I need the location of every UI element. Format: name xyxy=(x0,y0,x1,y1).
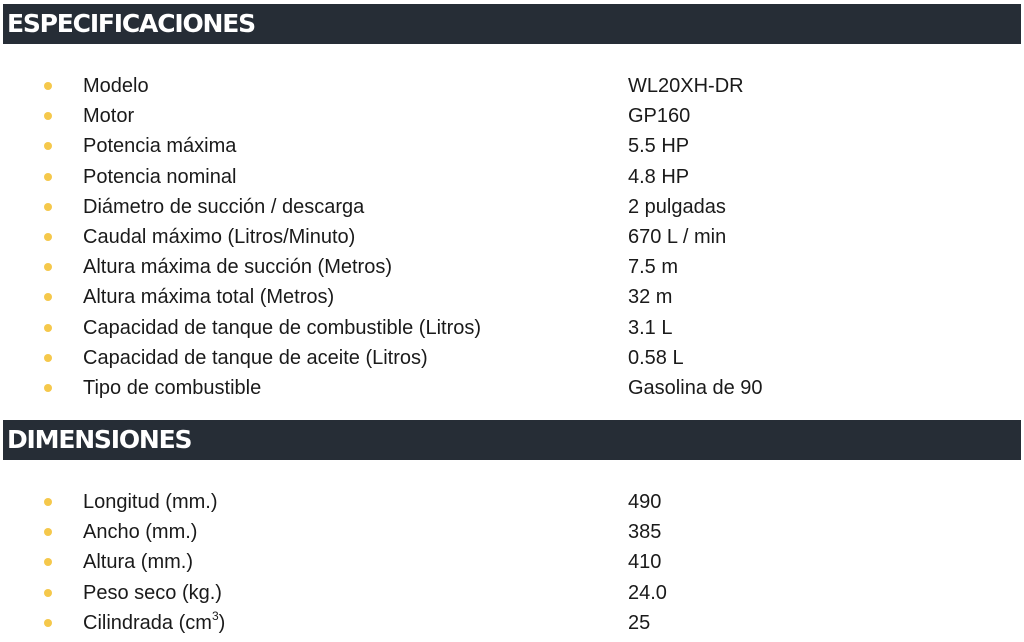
spec-label: Diámetro de succión / descarga xyxy=(83,195,365,218)
spec-row-tipo-combustible xyxy=(0,373,1024,403)
bullet-dot-icon xyxy=(44,619,52,627)
dim-row-cilindrada xyxy=(0,608,1024,638)
dim-row-peso-seco xyxy=(0,578,1024,608)
dimensions-title: DIMENSIONES xyxy=(7,425,192,454)
spec-label: Potencia máxima xyxy=(83,135,237,158)
spec-label: Capacidad de tanque de combustible (Litros) xyxy=(83,316,482,339)
bullet-dot-icon xyxy=(44,498,52,506)
spec-row-tanque-aceite xyxy=(0,343,1024,373)
spec-value: 0.58 L xyxy=(628,346,684,369)
dim-row-ancho xyxy=(0,517,1024,547)
spec-label: Motor xyxy=(83,105,135,128)
spec-label: Altura (mm.) xyxy=(83,551,193,574)
bullet-dot-icon xyxy=(44,203,52,211)
spec-label-text: Cilindrada (cm xyxy=(83,611,212,634)
spec-value: GP160 xyxy=(628,105,691,128)
spec-row-diametro xyxy=(0,192,1024,222)
spec-label-suffix: ) xyxy=(218,611,226,634)
spec-label: Longitud (mm.) xyxy=(83,491,218,513)
spec-label: Caudal máximo (Litros/Minuto) xyxy=(83,225,356,248)
bullet-dot-icon xyxy=(44,263,52,271)
spec-label: Modelo xyxy=(83,75,149,97)
dimensions-list xyxy=(0,487,1024,638)
spec-label: Capacidad de tanque de aceite (Litros) xyxy=(83,346,428,369)
spec-value: 5.5 HP xyxy=(628,135,690,158)
bullet-dot-icon xyxy=(44,558,52,566)
spec-row-altura-succion xyxy=(0,252,1024,282)
spec-label: Altura máxima total (Metros) xyxy=(83,286,335,309)
bullet-dot-icon xyxy=(44,173,52,181)
dim-row-altura xyxy=(0,547,1024,577)
spec-value: 2 pulgadas xyxy=(628,195,726,218)
specifications-list xyxy=(0,71,1024,403)
bullet-dot-icon xyxy=(44,324,52,332)
spec-row-caudal xyxy=(0,222,1024,252)
spec-value: 490 xyxy=(628,491,662,513)
spec-value: 385 xyxy=(628,521,662,544)
bullet-dot-icon xyxy=(44,293,52,301)
spec-value: 410 xyxy=(628,551,662,574)
bullet-dot-icon xyxy=(44,233,52,241)
bullet-dot-icon xyxy=(44,528,52,536)
spec-value: 3.1 L xyxy=(628,316,673,339)
bullet-dot-icon xyxy=(44,354,52,362)
spec-label: Ancho (mm.) xyxy=(83,521,198,544)
spec-row-tanque-combustible xyxy=(0,313,1024,343)
spec-value: WL20XH-DR xyxy=(628,75,744,97)
superscript-exponent: 3 xyxy=(211,609,219,624)
bullet-dot-icon xyxy=(44,112,52,120)
spec-label: Altura máxima de succión (Metros) xyxy=(83,256,392,279)
bullet-dot-icon xyxy=(44,82,52,90)
spec-label xyxy=(83,608,225,638)
bullet-dot-icon xyxy=(44,142,52,150)
spec-value: 7.5 m xyxy=(628,256,679,279)
spec-row-potencia-nominal xyxy=(0,162,1024,192)
spec-row-potencia-maxima xyxy=(0,131,1024,161)
spec-value: 24.0 xyxy=(628,581,667,604)
spec-label: Peso seco (kg.) xyxy=(83,581,222,604)
spec-label: Tipo de combustible xyxy=(83,376,262,399)
spec-value: Gasolina de 90 xyxy=(628,376,763,399)
specifications-header xyxy=(3,4,1021,44)
bullet-dot-icon xyxy=(44,384,52,392)
spec-value: 32 m xyxy=(628,286,673,309)
spec-label: Potencia nominal xyxy=(83,165,237,188)
spec-row-modelo xyxy=(0,71,1024,101)
spec-value: 4.8 HP xyxy=(628,165,690,188)
spec-value: 670 L / min xyxy=(628,225,727,248)
spec-value: 25 xyxy=(628,611,651,634)
dimensions-header xyxy=(3,420,1021,460)
spec-row-motor xyxy=(0,101,1024,131)
dim-row-longitud xyxy=(0,487,1024,517)
specifications-title: ESPECIFICACIONES xyxy=(7,9,255,38)
spec-row-altura-total xyxy=(0,282,1024,312)
bullet-dot-icon xyxy=(44,589,52,597)
